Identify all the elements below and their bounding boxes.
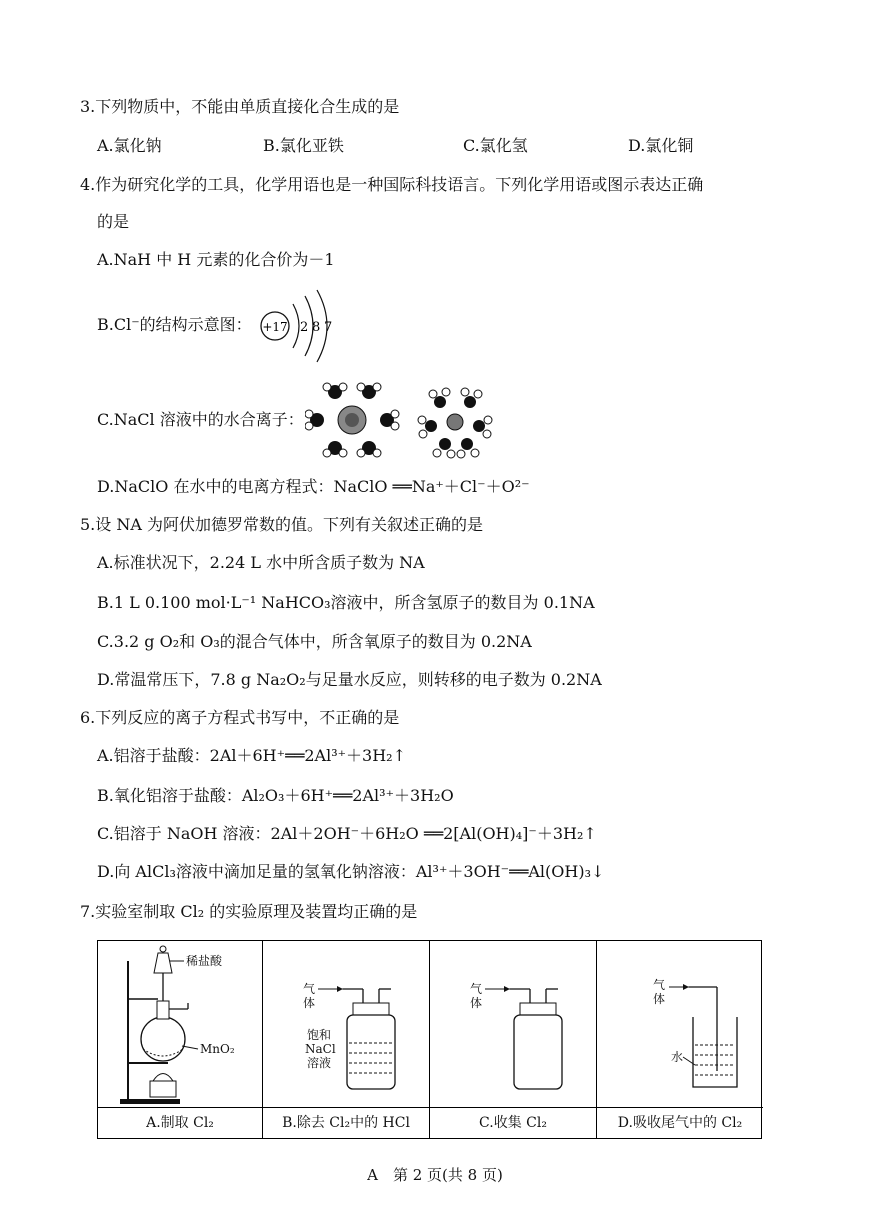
apparatus-b — [263, 941, 430, 1138]
caption-c: C.收集 Cl₂ — [430, 1107, 596, 1138]
chlorine-generator-figure — [98, 941, 263, 1108]
q5-option-a: A.标准状况下，2.24 L 水中所含质子数为 NA — [97, 553, 425, 572]
label-gas-1: 气 — [653, 978, 666, 992]
q4-stem-line1: 4.作为研究化学的工具，化学用语也是一种国际科技语言。下列化学用语或图示表达正确 — [80, 175, 704, 194]
q4-option-d: D.NaClO 在水中的电离方程式：NaClO ══Na⁺＋Cl⁻＋O²⁻ — [97, 477, 530, 496]
q3-option-c: C.氯化氢 — [463, 136, 528, 155]
caption-b: B.除去 Cl₂中的 HCl — [263, 1107, 429, 1138]
gas-washing-bottle-figure — [263, 941, 430, 1108]
q3-option-a: A.氯化钠 — [97, 136, 162, 155]
label-nacl: NaCl — [305, 1042, 336, 1056]
label-gas-2: 体 — [303, 996, 316, 1010]
nucleus-charge: +17 — [262, 320, 288, 334]
q6-option-a: A.铝溶于盐酸：2Al＋6H⁺══2Al³⁺＋3H₂↑ — [97, 746, 407, 765]
q3-stem: 3.下列物质中，不能由单质直接化合生成的是 — [80, 97, 400, 116]
q6-option-d: D.向 AlCl₃溶液中滴加足量的氢氧化钠溶液：Al³⁺＋3OH⁻══Al(OH)₃↓ — [97, 862, 605, 881]
label-gas-2: 体 — [653, 992, 666, 1006]
q4-stem-line2: 的是 — [97, 212, 130, 231]
label-dilute-hcl: 稀盐酸 — [186, 954, 223, 968]
label-water: 水 — [671, 1050, 684, 1064]
label-solution: 溶液 — [307, 1056, 332, 1070]
caption-a: A.制取 Cl₂ — [98, 1107, 262, 1138]
q3-option-b: B.氯化亚铁 — [263, 136, 344, 155]
apparatus-table — [97, 940, 762, 1139]
q6-option-c: C.铝溶于 NaOH 溶液：2Al＋2OH⁻＋6H₂O ══2[Al(OH)₄]⁻＋3H₂↑ — [97, 824, 597, 843]
q5-stem: 5.设 NA 为阿伏加德罗常数的值。下列有关叙述正确的是 — [80, 515, 483, 534]
label-saturated: 饱和 — [307, 1028, 332, 1042]
q4-option-c-label: C.NaCl 溶液中的水合离子： — [97, 410, 304, 429]
cl-ion-structure-diagram — [255, 288, 345, 368]
label-gas-1: 气 — [470, 982, 483, 996]
label-gas-2: 体 — [470, 996, 483, 1010]
page-footer: A 第 2 页(共 8 页) — [367, 1166, 503, 1184]
shell-1-electrons: 2 — [300, 320, 309, 335]
label-gas-1: 气 — [303, 982, 316, 996]
caption-d: D.吸收尾气中的 Cl₂ — [597, 1107, 763, 1138]
apparatus-c — [430, 941, 597, 1138]
q5-option-b: B.1 L 0.100 mol·L⁻¹ NaHCO₃溶液中，所含氢原子的数目为 0.1NA — [97, 593, 595, 612]
label-mno2: MnO₂ — [200, 1042, 235, 1056]
apparatus-a — [98, 941, 263, 1138]
shell-2-electrons: 8 — [312, 320, 321, 335]
tail-gas-absorption-figure — [597, 941, 761, 1108]
gas-collecting-bottle-figure — [430, 941, 597, 1108]
q5-option-c: C.3.2 g O₂和 O₃的混合气体中，所含氧原子的数目为 0.2NA — [97, 632, 532, 651]
shell-3-electrons: 7 — [324, 320, 333, 335]
q4-option-b-label: B.Cl⁻的结构示意图： — [97, 315, 252, 334]
q4-option-a: A.NaH 中 H 元素的化合价为－1 — [97, 250, 335, 269]
q7-stem: 7.实验室制取 Cl₂ 的实验原理及装置均正确的是 — [80, 902, 418, 921]
q5-option-d: D.常温常压下，7.8 g Na₂O₂与足量水反应，则转移的电子数为 0.2NA — [97, 670, 602, 689]
q3-option-d: D.氯化铜 — [628, 136, 694, 155]
q6-stem: 6.下列反应的离子方程式书写中，不正确的是 — [80, 708, 400, 727]
hydrated-ions-figure — [305, 380, 505, 460]
apparatus-d — [597, 941, 763, 1138]
q6-option-b: B.氧化铝溶于盐酸：Al₂O₃＋6H⁺══2Al³⁺＋3H₂O — [97, 786, 454, 805]
